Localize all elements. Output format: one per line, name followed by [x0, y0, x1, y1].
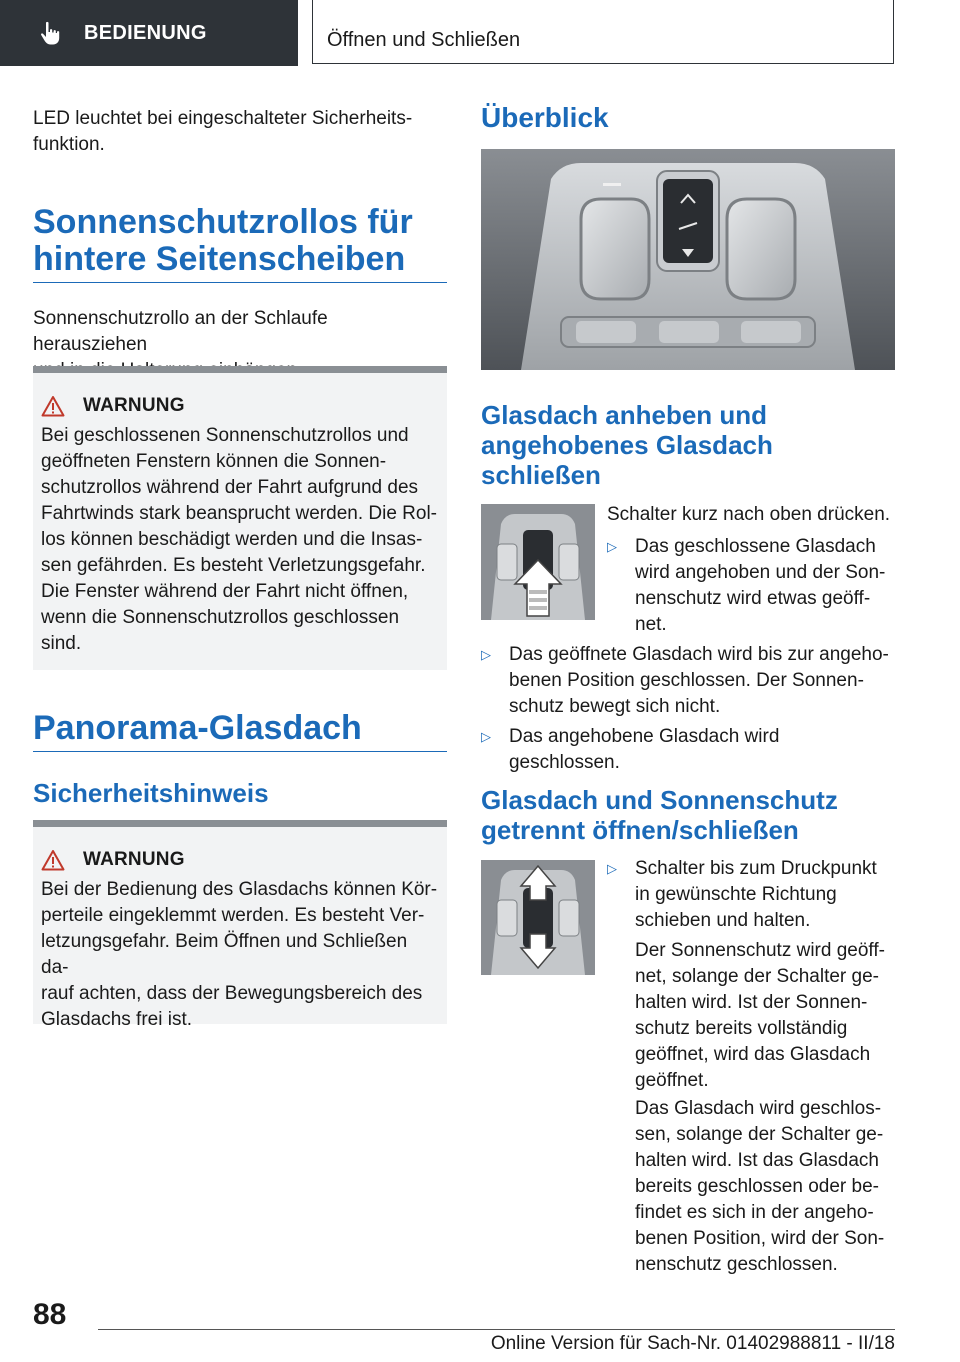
getrennt-bullet-text: Schalter bis zum Druckpunkt in gewünschte Richtung schieben und halten. [635, 858, 877, 931]
sicherheit-heading: Sicherheitshinweis [33, 778, 269, 808]
console-illustration [481, 149, 895, 370]
page-header [0, 0, 960, 66]
section-label: BEDIENUNG [84, 21, 207, 44]
chapter-box [312, 0, 894, 64]
anheben-bullet-2 [481, 642, 889, 720]
section-tab [0, 0, 298, 66]
anheben-heading: Glasdach anheben und angehobenes Glasdach schließen [481, 400, 773, 490]
anheben-bullet-3-text: Das angehobene Glasdach wird geschlossen. [508, 726, 780, 773]
bullet-triangle-icon: ▷ [607, 861, 617, 876]
anheben-bullet-2-text: Das geöffnete Glasdach wird bis zur angeho‐ benen Position geschlossen. Der Sonnen‐ schutz bewegt sich nicht. [509, 644, 889, 717]
warning-header-1 [41, 395, 447, 417]
switch-up-illustration [481, 504, 595, 620]
bullet-triangle-icon: ▷ [607, 539, 617, 554]
warning-box-1 [33, 366, 447, 670]
footer-divider [98, 1329, 895, 1330]
warning-text-1: Bei geschlossenen Sonnenschutzrollos und geöffneten Fenstern können die Sonnen‐ schutzrollos während der Fahrt aufgrund des Fahrtwinds stark beansprucht werden. Die Rol‐ los können beschädigt werden und die Insas‐ sen gefährden. Es besteht Verletzungsgefahr. Die Fenster während der Fahrt nicht öffnen, wenn die Sonnenschutzrollos geschlossen sind. [41, 425, 438, 654]
hand-pointer-icon [38, 20, 64, 46]
warning-text-2: Bei der Bedienung des Glasdachs können Kör‐ perteile eingeklemmt werden. Es besteht Ver‐ letzungsgefahr. Beim Öffnen und Schließen da‐ rauf achten, dass der Bewegungsbereich des Glasdachs frei ist. [41, 879, 438, 1030]
overhead-console-photo [481, 149, 895, 370]
warning-title-1: WARNUNG [83, 395, 185, 416]
getrennt-bullet [607, 856, 877, 934]
panorama-heading-block [33, 710, 447, 752]
chapter-title: Öffnen und Schließen [327, 29, 521, 51]
getrennt-para-1: Der Sonnenschutz wird geöff‐ net, solange der Schalter ge‐ halten wird. Ist der Sonnen‐ schutz bereits vollständig geöffnet, wird das Glasdach geöffnet. [635, 940, 885, 1091]
bullet-triangle-icon: ▷ [481, 647, 491, 662]
panorama-heading: Panorama-Glasdach [33, 709, 362, 747]
page-number: 88 [33, 1298, 67, 1331]
warning-header-2 [41, 849, 447, 871]
warning-box-2 [33, 820, 447, 1030]
sonnen-heading-block [33, 204, 447, 283]
sonnen-heading: Sonnenschutzrollos für hintere Seitenscheiben [33, 203, 413, 278]
anheben-text: Schalter kurz nach oben drücken. [607, 504, 891, 525]
sonnen-text: Sonnenschutzrollo an der Schlaufe herausziehen [33, 308, 328, 355]
getrennt-para-2: Das Glasdach wird geschlos‐ sen, solange der Schalter ge‐ halten wird. Ist das Glasdach bereits geschlossen oder be‐ findet es sich in der angeho‐ benen Position, wird der Son‐ nenschutz geschlossen. [635, 1098, 885, 1275]
switch-up-photo [481, 504, 595, 620]
intro-text: LED leuchtet bei eingeschalteter Sicherheits‐ funktion. [33, 108, 413, 155]
warning-triangle-icon [41, 849, 65, 871]
footer-text: Online Version für Sach-Nr. 01402988811 - II/18 [490, 1333, 895, 1354]
warning-triangle-icon [41, 395, 65, 417]
anheben-bullet-1 [607, 534, 885, 638]
switch-updown-photo [481, 860, 595, 975]
bullet-triangle-icon: ▷ [481, 729, 491, 744]
switch-updown-illustration [481, 860, 595, 975]
ueberblick-heading: Überblick [481, 102, 609, 133]
getrennt-heading: Glasdach und Sonnenschutz getrennt öffnen/schließen [481, 785, 838, 845]
warning-title-2: WARNUNG [83, 849, 185, 870]
anheben-bullet-1-text: Das geschlossene Glasdach wird angehoben und der Son‐ nenschutz wird etwas geöff‐ net. [635, 536, 886, 635]
anheben-bullet-3 [481, 724, 895, 776]
